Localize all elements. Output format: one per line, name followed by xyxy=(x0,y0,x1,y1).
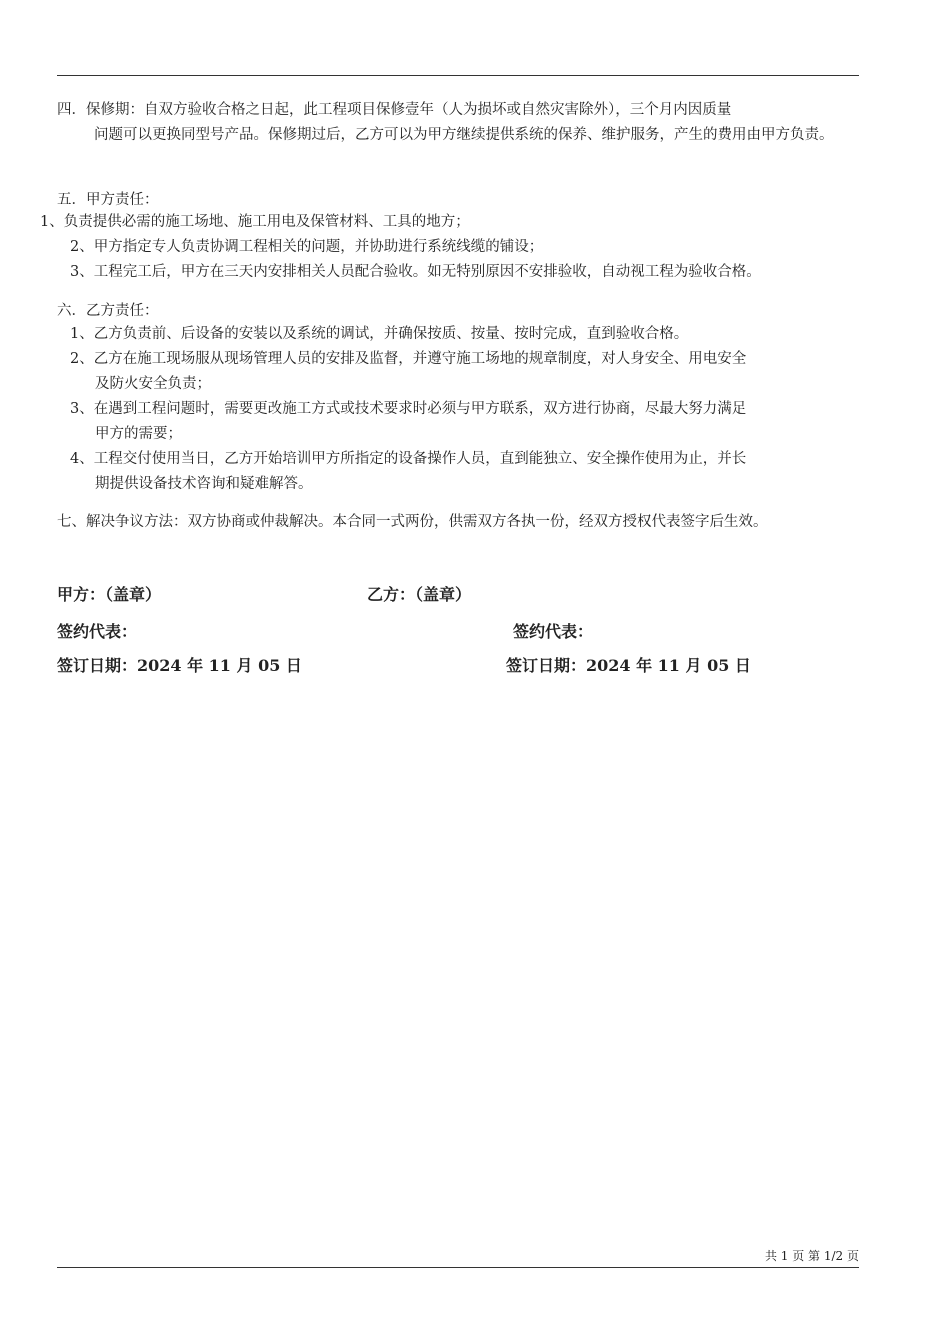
warranty-continuation: 问题可以更换同型号产品。保修期过后，乙方可以为甲方继续提供系统的保养、维护服务，产生的费用由甲方负责。 xyxy=(94,127,834,143)
header-rule xyxy=(57,75,859,76)
party-a-representative: 签约代表： xyxy=(57,622,138,641)
party-b-item-2 xyxy=(70,347,865,397)
party-b-seal: 乙方：（盖章） xyxy=(367,585,472,604)
party-a-item-1: 1、负责提供必需的施工场地、施工用电及保管材料、工具的地方； xyxy=(40,214,470,230)
footer-rule xyxy=(57,1267,859,1268)
party-b-item-1 xyxy=(70,322,865,347)
section-warranty xyxy=(57,98,862,148)
party-b-item-4-rest: 期提供设备技术咨询和疑难解答。 xyxy=(95,476,313,492)
party-b-item-3 xyxy=(70,397,865,447)
section-dispute-resolution: 七、解决争议方法：双方协商或仲裁解决。本合同一式两份，供需双方各执一份，经双方授权代表签字后生效。 xyxy=(57,514,768,530)
party-b-item-1-text: 1、乙方负责前、后设备的安装以及系统的调试，并确保按质、按量、按时完成，直到验收合格。 xyxy=(70,326,689,342)
party-b-item-2-first: 2、乙方在施工现场服从现场管理人员的安排及监督，并遵守施工场地的规章制度，对人身安全、用电安全 xyxy=(70,351,747,367)
party-b-item-3-rest: 甲方的需要； xyxy=(95,426,182,442)
party-a-item-2: 2、甲方指定专人负责协调工程相关的问题，并协助进行系统线缆的铺设； xyxy=(70,239,544,255)
party-b-sign-date: 签订日期：2024 年 11 月 05 日 xyxy=(506,656,751,675)
party-b-item-3-first: 3、在遇到工程问题时，需要更改施工方式或技术要求时必须与甲方联系，双方进行协商，尽最大努力满足 xyxy=(70,401,747,417)
warranty-first-line: 四．保修期：自双方验收合格之日起，此工程项目保修壹年（人为损坏或自然灾害除外），三个月内因质量 xyxy=(57,102,732,118)
party-b-item-4-first: 4、工程交付使用当日，乙方开始培训甲方所指定的设备操作人员，直到能独立、安全操作使用为止，并长 xyxy=(70,451,747,467)
section-party-a-heading: 五．甲方责任： xyxy=(57,192,159,208)
page-number: 共 1 页 第 1/2 页 xyxy=(764,1249,859,1263)
party-a-seal: 甲方：（盖章） xyxy=(57,585,162,604)
party-b-item-4 xyxy=(70,447,865,497)
section-party-b-heading: 六．乙方责任： xyxy=(57,303,159,319)
party-b-representative: 签约代表： xyxy=(513,622,594,641)
party-b-item-2-rest: 及防火安全负责； xyxy=(95,376,211,392)
party-a-item-3: 3、工程完工后，甲方在三天内安排相关人员配合验收。如无特别原因不安排验收，自动视工程为验收合格。 xyxy=(70,264,761,280)
party-a-sign-date: 签订日期：2024 年 11 月 05 日 xyxy=(57,656,302,675)
